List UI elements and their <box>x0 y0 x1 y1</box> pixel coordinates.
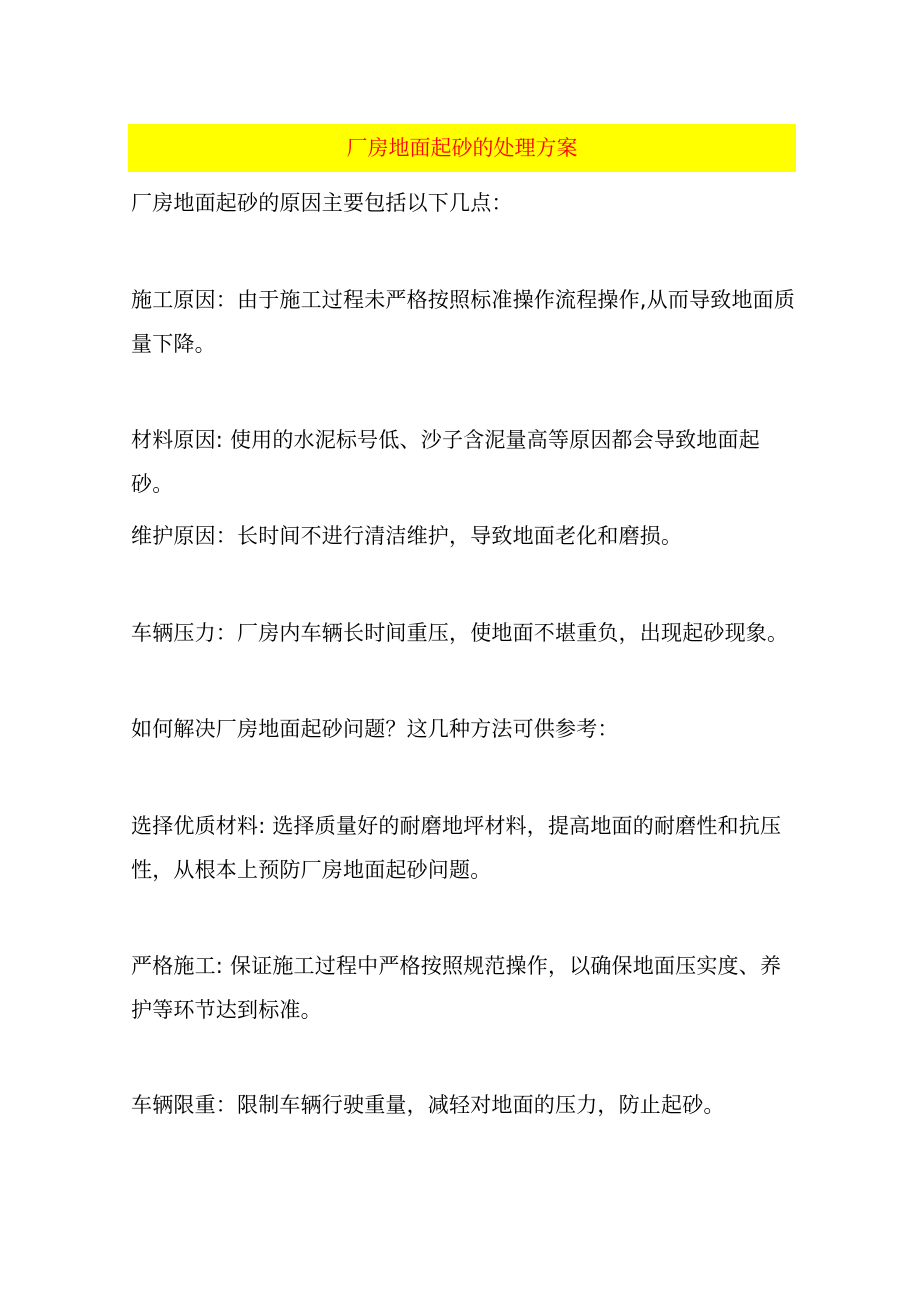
paragraph-maintenance-cause: 维护原因：长时间不进行清洁维护，导致地面老化和磨损。 <box>131 524 683 548</box>
title-banner <box>128 124 796 172</box>
paragraph-material-cause: 材料原因: 使用的水泥标号低、沙子含泥量高等原因都会导致地面起砂。 <box>131 428 760 496</box>
paragraph-strict-construction-solution: 严格施工: 保证施工过程中严格按照规范操作，以确保地面压实度、养护等环节达到标准。 <box>131 954 782 1022</box>
paragraph-vehicle-pressure-cause: 车辆压力：厂房内车辆长时间重压，使地面不堪重负，出现起砂现象。 <box>131 621 789 645</box>
paragraph-causes-intro: 厂房地面起砂的原因主要包括以下几点： <box>131 191 513 215</box>
document-title: 厂房地面起砂的处理方案 <box>346 135 578 160</box>
paragraph-quality-materials-solution: 选择优质材料: 选择质量好的耐磨地坪材料，提高地面的耐磨性和抗压性，从根本上预防厂房地面起砂问题。 <box>131 814 782 882</box>
paragraph-vehicle-weight-limit-solution: 车辆限重：限制车辆行驶重量，减轻对地面的压力，防止起砂。 <box>131 1093 725 1117</box>
paragraph-construction-cause: 施工原因：由于施工过程未严格按照标准操作流程操作,从而导致地面质量下降。 <box>131 288 796 356</box>
paragraph-solutions-intro: 如何解决厂房地面起砂问题？这几种方法可供参考： <box>131 717 619 741</box>
